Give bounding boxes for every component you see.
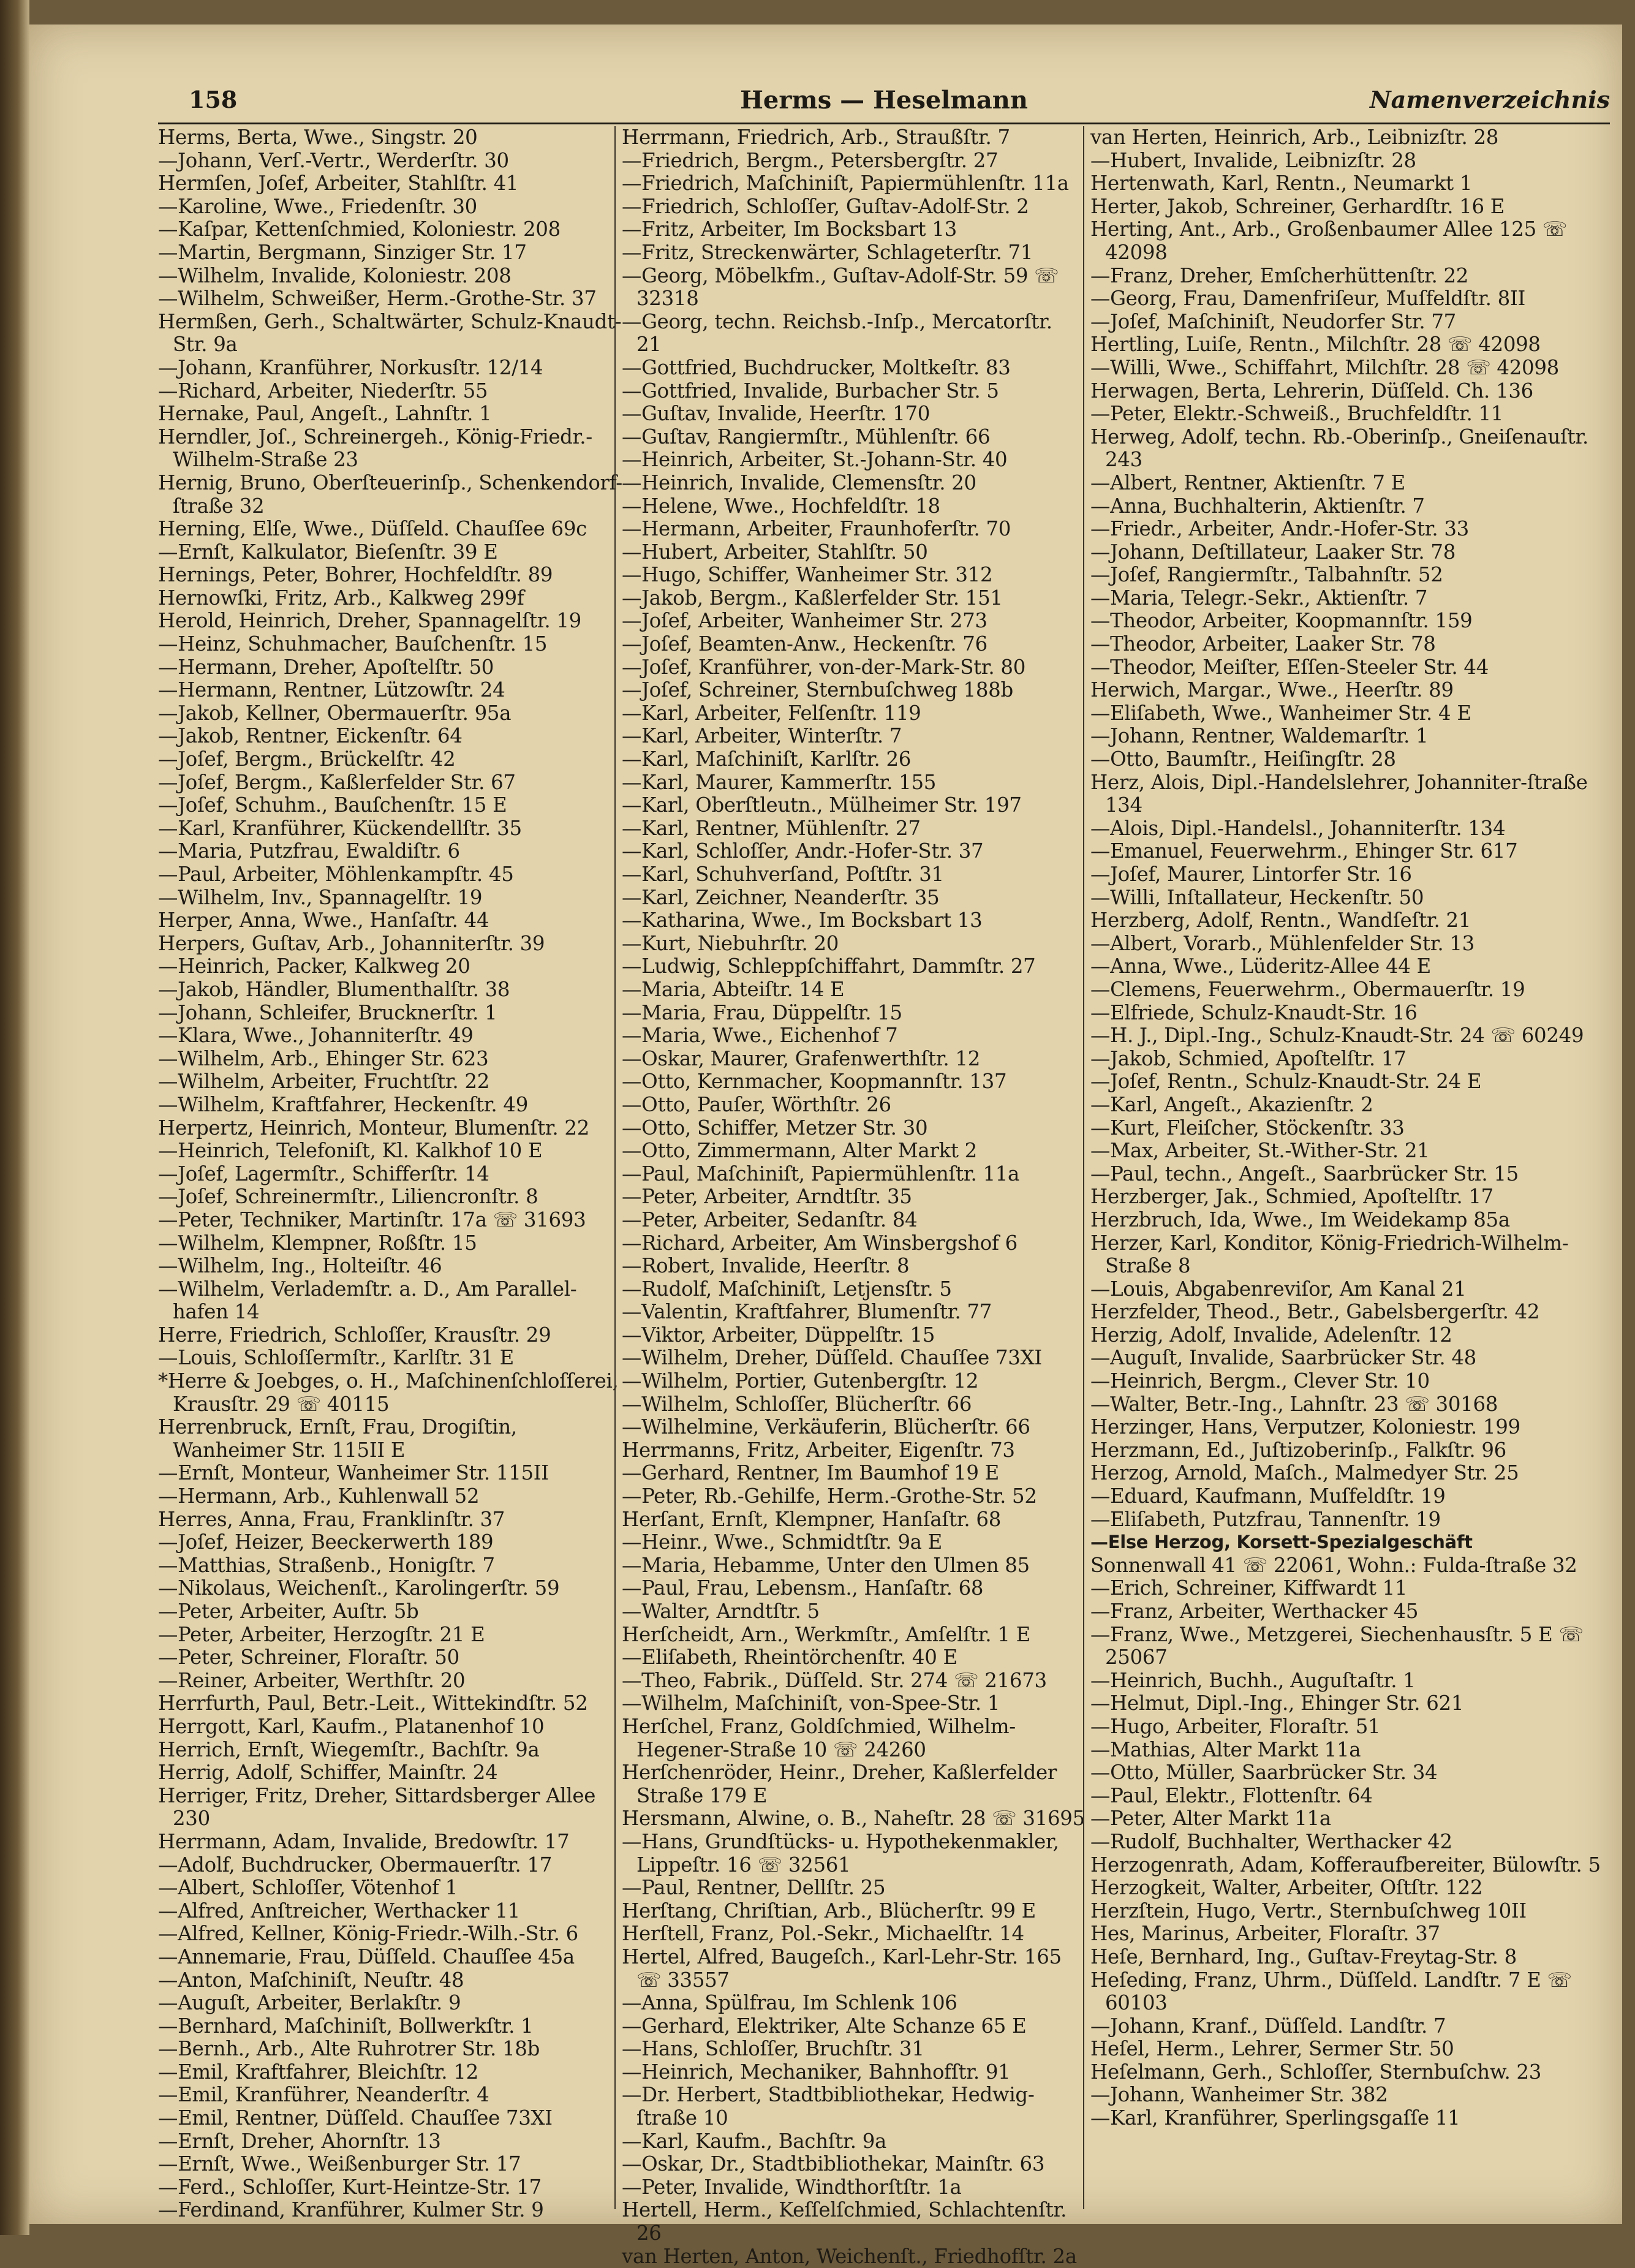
directory-entry: Hes, Marinus, Arbeiter, Floraſtr. 37: [1090, 1922, 1440, 1946]
directory-entry: —Maria, Abteiſtr. 14 E: [622, 977, 845, 1001]
directory-entry: —Maria, Hebamme, Unter den Ulmen 85: [622, 1553, 1030, 1577]
directory-entry: Herzbruch, Ida, Wwe., Im Weidekamp 85a: [1090, 1208, 1510, 1231]
directory-entry: —Johann, Kranführer, Norkusſtr. 12/14: [158, 355, 543, 379]
directory-entry: —Fritz, Arbeiter, Im Bocksbart 13: [622, 217, 957, 241]
directory-entry: —Wilhelmine, Verkäuferin, Blücherſtr. 66: [622, 1415, 1030, 1439]
directory-entry: Hersmann, Alwine, o. B., Naheſtr. 28 ☏ 31695: [622, 1807, 1085, 1831]
directory-entry: —Otto, Zimmermann, Alter Markt 2: [622, 1139, 977, 1163]
directory-entry: —Heinr., Wwe., Schmidtſtr. 9a E: [622, 1530, 943, 1554]
directory-entry: —Louis, Schloſſermſtr., Karlſtr. 31 E: [158, 1346, 514, 1370]
directory-entry: —Martin, Bergmann, Sinziger Str. 17: [158, 240, 527, 264]
directory-entry: —Peter, Arbeiter, Herzogſtr. 21 E: [158, 1622, 485, 1646]
directory-entry: —Joſef, Rangiermſtr., Talbahnſtr. 52: [1090, 563, 1443, 587]
directory-entry: Hernake, Paul, Angeſt., Lahnſtr. 1: [158, 402, 492, 426]
directory-entry: —Gerhard, Elektriker, Alte Schanze 65 E: [622, 2014, 1027, 2038]
directory-entry: —Ferd., Schloſſer, Kurt-Heintze-Str. 17: [158, 2175, 542, 2199]
directory-entry: —Anna, Wwe., Lüderitz-Allee 44 E: [1090, 954, 1431, 978]
directory-entry: —Joſef, Rentn., Schulz-Knaudt-Str. 24 E: [1090, 1070, 1482, 1094]
directory-entry: —Wilhelm, Inv., Spannagelſtr. 19: [158, 885, 483, 909]
directory-entry: Herſcheidt, Arn., Werkmſtr., Amſelſtr. 1 E: [622, 1622, 1030, 1646]
directory-entry: —Robert, Invalide, Heerſtr. 8: [622, 1254, 910, 1278]
directory-entry: Herrgott, Karl, Kaufm., Platanenhof 10: [158, 1714, 545, 1738]
page-title: Herms — Heselmann: [740, 86, 1028, 115]
directory-entry: —Otto, Kernmacher, Koopmannſtr. 137: [622, 1070, 1007, 1094]
column-1: [158, 126, 624, 2222]
directory-entry: Herzinger, Hans, Verputzer, Koloniestr. 199: [1090, 1415, 1520, 1439]
directory-entry: —Franz, Wwe., Metzgerei, Siechenhausſtr. 5 E ☏ 25067: [1090, 1622, 1584, 1669]
directory-entry: Herres, Anna, Frau, Franklinſtr. 37: [158, 1507, 505, 1531]
directory-entry: —Gerhard, Rentner, Im Baumhof 19 E: [622, 1461, 999, 1485]
directory-entry: —Klara, Wwe., Johanniterſtr. 49: [158, 1024, 474, 1048]
directory-entry: —Theodor, Meiſter, Eſſen-Steeler Str. 44: [1090, 655, 1489, 679]
directory-entry: —Hans, Schloſſer, Bruchſtr. 31: [622, 2037, 924, 2061]
directory-entry: —Wilhelm, Arbeiter, Fruchtſtr. 22: [158, 1070, 490, 1094]
directory-entry: —Ludwig, Schleppſchiffahrt, Dammſtr. 27: [622, 954, 1036, 978]
directory-entry: —Peter, Arbeiter, Sedanſtr. 84: [622, 1208, 918, 1231]
directory-entry: —Karoline, Wwe., Friedenſtr. 30: [158, 194, 477, 218]
directory-entry: —Kurt, Fleiſcher, Stöckenſtr. 33: [1090, 1116, 1405, 1140]
directory-entry: Herter, Jakob, Schreiner, Gerhardſtr. 16 E: [1090, 194, 1505, 218]
directory-entry: —Heinrich, Bergm., Clever Str. 10: [1090, 1369, 1430, 1393]
directory-entry: —Karl, Maſchiniſt, Karlſtr. 26: [622, 747, 912, 771]
directory-entry: Heſeding, Franz, Uhrm., Düſſeld. Landſtr. 7 E ☏ 60103: [1090, 1968, 1572, 2015]
directory-entry: *Herre & Joebges, o. H., Maſchinenſchloſſerei, Krausſtr. 29 ☏ 40115: [158, 1369, 619, 1416]
directory-entry: —Richard, Arbeiter, Niederſtr. 55: [158, 379, 488, 403]
directory-entry: Herriger, Fritz, Dreher, Sittardsberger Allee 230: [158, 1783, 596, 1831]
directory-entry: —Joſef, Schreiner, Sternbuſchweg 188b: [622, 678, 1013, 702]
directory-entry: —Hugo, Arbeiter, Floraſtr. 51: [1090, 1714, 1381, 1738]
directory-entry: —Otto, Schiffer, Metzer Str. 30: [622, 1116, 928, 1140]
directory-entry: —Anton, Maſchiniſt, Neuſtr. 48: [158, 1968, 464, 1992]
directory-entry: —Jakob, Schmied, Apoſtelſtr. 17: [1090, 1046, 1407, 1070]
directory-entry: —Paul, Frau, Lebensm., Hanſaſtr. 68: [622, 1576, 984, 1600]
directory-entry: —Heinrich, Telefoniſt, Kl. Kalkhof 10 E: [158, 1139, 543, 1163]
directory-entry: —Hermann, Arbeiter, Fraunhoferſtr. 70: [622, 517, 1011, 541]
directory-entry: —Joſef, Schreinermſtr., Liliencronſtr. 8: [158, 1185, 538, 1209]
directory-entry: Herzberger, Jak., Schmied, Apoſtelſtr. 17: [1090, 1185, 1493, 1209]
directory-entry: Herndler, Joſ., Schreinergeh., König-Friedr.-Wilhelm-Straße 23: [158, 425, 592, 472]
directory-entry: —Walter, Arndtſtr. 5: [622, 1600, 820, 1623]
directory-entry: Herzmann, Ed., Juſtizoberinſp., Falkſtr. 96: [1090, 1438, 1506, 1462]
directory-entry: Herzer, Karl, Konditor, König-Friedrich-Wilhelm-Straße 8: [1090, 1231, 1569, 1278]
directory-entry: —Kaſpar, Kettenſchmied, Koloniestr. 208: [158, 217, 561, 241]
directory-entry: —Annemarie, Frau, Düſſeld. Chauſſee 45a: [158, 1945, 575, 1968]
directory-entry: —Ernſt, Monteur, Wanheimer Str. 115II: [158, 1461, 549, 1485]
directory-entry: —Karl, Oberſtleutn., Mülheimer Str. 197: [622, 793, 1022, 817]
directory-entry: —Peter, Elektr.-Schweiß., Bruchfeldſtr. 11: [1090, 402, 1504, 426]
directory-entry: —Bernh., Arb., Alte Ruhrotrer Str. 18b: [158, 2037, 540, 2061]
directory-entry: —Franz, Dreher, Emſcherhüttenſtr. 22: [1090, 263, 1469, 287]
directory-entry: —Helene, Wwe., Hochfeldſtr. 18: [622, 494, 940, 518]
directory-entry: Herrich, Ernſt, Wiegemſtr., Bachſtr. 9a: [158, 1737, 540, 1761]
directory-entry: —Hubert, Invalide, Leibnizſtr. 28: [1090, 148, 1416, 172]
directory-entry: —Peter, Schreiner, Floraſtr. 50: [158, 1646, 459, 1669]
directory-entry: —Wilhelm, Maſchiniſt, von-Spee-Str. 1: [622, 1692, 1000, 1715]
directory-entry: Hertenwath, Karl, Rentn., Neumarkt 1: [1090, 172, 1473, 195]
directory-entry: —Joſef, Heizer, Beeckerwerth 189: [158, 1530, 494, 1554]
directory-entry: —Katharina, Wwe., Im Bocksbart 13: [622, 909, 983, 932]
book-gutter: [0, 0, 29, 2235]
directory-entry: Herz, Alois, Dipl.-Handelslehrer, Johanniter-ſtraße 134: [1090, 770, 1588, 817]
directory-entry: —Peter, Alter Markt 11a: [1090, 1807, 1331, 1831]
directory-entry: —Friedrich, Maſchiniſt, Papiermühlenſtr. 11a: [622, 172, 1069, 195]
directory-entry: —Joſef, Lagermſtr., Schifferſtr. 14: [158, 1162, 489, 1185]
directory-entry: —Ernſt, Wwe., Weißenburger Str. 17: [158, 2152, 521, 2176]
directory-entry: —Wilhelm, Portier, Gutenbergſtr. 12: [622, 1369, 979, 1393]
directory-entry: —Emil, Kraftfahrer, Bleichſtr. 12: [158, 2060, 478, 2084]
directory-entry: Herper, Anna, Wwe., Hanſaſtr. 44: [158, 909, 489, 932]
directory-entry: —Joſef, Beamten-Anw., Heckenſtr. 76: [622, 632, 987, 656]
directory-entry: —Oskar, Dr., Stadtbibliothekar, Mainſtr. 63: [622, 2152, 1045, 2176]
directory-entry: —Maria, Telegr.-Sekr., Aktienſtr. 7: [1090, 586, 1428, 610]
directory-entry: —Paul, techn., Angeſt., Saarbrücker Str. 15: [1090, 1162, 1519, 1185]
section-title: Namenverzeichnis: [1369, 86, 1610, 113]
directory-entry: —Albert, Schloſſer, Vötenhof 1: [158, 1876, 458, 1900]
directory-entry: —Viktor, Arbeiter, Düppelſtr. 15: [622, 1323, 935, 1347]
directory-entry: —Peter, Arbeiter, Arndtſtr. 35: [622, 1185, 912, 1209]
directory-entry: —Louis, Abgabenreviſor, Am Kanal 21: [1090, 1277, 1467, 1301]
directory-entry: Herwagen, Berta, Lehrerin, Düſſeld. Ch. 136: [1090, 379, 1533, 403]
directory-entry: Herpers, Guſtav, Arb., Johanniterſtr. 39: [158, 931, 545, 955]
directory-entry: —Matthias, Straßenb., Honigſtr. 7: [158, 1553, 495, 1577]
directory-entry: Hernings, Peter, Bohrer, Hochfeldſtr. 89: [158, 563, 553, 587]
directory-entry: —Otto, Müller, Saarbrücker Str. 34: [1090, 1761, 1438, 1785]
directory-entry: —Heinrich, Mechaniker, Bahnhofſtr. 91: [622, 2060, 1011, 2084]
directory-entry: —Johann, Rentner, Waldemarſtr. 1: [1090, 724, 1429, 748]
directory-entry: —Georg, techn. Reichsb.-Inſp., Mercatorſtr. 21: [622, 309, 1052, 357]
directory-entry: —Gottfried, Buchdrucker, Moltkeſtr. 83: [622, 355, 1011, 379]
directory-entry: —Adolf, Buchdrucker, Obermauerſtr. 17: [158, 1853, 553, 1877]
directory-entry: Heſe, Bernhard, Ing., Guſtav-Freytag-Str. 8: [1090, 1945, 1517, 1968]
directory-entry: Herrig, Adolf, Schiffer, Mainſtr. 24: [158, 1761, 498, 1785]
directory-entry: Herrmanns, Fritz, Arbeiter, Eigenſtr. 73: [622, 1438, 1015, 1462]
directory-entry: —Wilhelm, Verlademſtr. a. D., Am Parallel-hafen 14: [158, 1277, 577, 1324]
directory-entry: —Eduard, Kaufmann, Muſfeldſtr. 19: [1090, 1484, 1446, 1508]
directory-entry: —Heinz, Schuhmacher, Bauſchenſtr. 15: [158, 632, 548, 656]
directory-entry: —Karl, Kranführer, Sperlingsgaſſe 11: [1090, 2106, 1460, 2130]
directory-entry: Hertel, Alfred, Baugeſch., Karl-Lehr-Str. 165 ☏ 33557: [622, 1945, 1062, 1992]
directory-entry: —Paul, Elektr., Flottenſtr. 64: [1090, 1783, 1373, 1807]
directory-entry: van Herten, Heinrich, Arb., Leibnizſtr. 28: [1090, 126, 1499, 149]
directory-entry: —Otto, Baumſtr., Heiſingſtr. 28: [1090, 747, 1396, 771]
directory-entry: Herzogenrath, Adam, Kofferaufbereiter, Bülowſtr. 5: [1090, 1853, 1601, 1877]
directory-entry: —Karl, Arbeiter, Felſenſtr. 119: [622, 701, 921, 725]
directory-entry: Hernig, Bruno, Oberſteuerinſp., Schenkendorf-ſtraße 32: [158, 471, 622, 518]
directory-entry: —Karl, Arbeiter, Winterſtr. 7: [622, 724, 902, 748]
directory-entry: Heſel, Herm., Lehrer, Sermer Str. 50: [1090, 2037, 1454, 2061]
directory-entry: Hermßen, Gerh., Schaltwärter, Schulz-Knaudt-Str. 9a: [158, 309, 622, 357]
directory-entry: —Anna, Buchhalterin, Aktienſtr. 7: [1090, 494, 1425, 518]
directory-entry: Herzſtein, Hugo, Vertr., Sternbuſchweg 10II: [1090, 1899, 1527, 1922]
directory-entry: —Alfred, Anſtreicher, Werthacker 11: [158, 1899, 520, 1922]
directory-entry: —Otto, Pauſer, Wörthſtr. 26: [622, 1092, 891, 1116]
directory-entry: —Joſef, Bergm., Kaßlerfelder Str. 67: [158, 770, 516, 794]
directory-entry: —Auguſt, Arbeiter, Berlakſtr. 9: [158, 1991, 461, 2015]
directory-entry: —Valentin, Kraftfahrer, Blumenſtr. 77: [622, 1300, 992, 1324]
directory-entry: Herwich, Margar., Wwe., Heerſtr. 89: [1090, 678, 1454, 702]
directory-entry: —Karl, Kaufm., Bachſtr. 9a: [622, 2129, 887, 2153]
directory-entry: Sonnenwall 41 ☏ 22061, Wohn.: Fulda-ſtraße 32: [1090, 1553, 1577, 1577]
directory-entry: —Heinrich, Invalide, Clemensſtr. 20: [622, 471, 976, 494]
directory-entry: Herting, Ant., Arb., Großenbaumer Allee 125 ☏ 42098: [1090, 217, 1568, 264]
directory-entry: —Theo, Fabrik., Düſſeld. Str. 274 ☏ 21673: [622, 1668, 1047, 1692]
directory-entry: —Richard, Arbeiter, Am Winsbergshof 6: [622, 1231, 1018, 1255]
directory-entry: —Else Herzog, Korsett-Spezialgeschäft: [1090, 1532, 1473, 1553]
directory-entry: —Peter, Rb.-Gehilfe, Herm.-Grothe-Str. 52: [622, 1484, 1037, 1508]
directory-entry: —Kurt, Niebuhrſtr. 20: [622, 931, 839, 955]
directory-entry: —Reiner, Arbeiter, Werthſtr. 20: [158, 1668, 466, 1692]
directory-entry: —Hermann, Arb., Kuhlenwall 52: [158, 1484, 480, 1508]
directory-entry: —Joſef, Maurer, Lintorfer Str. 16: [1090, 863, 1412, 886]
directory-entry: —Emil, Kranführer, Neanderſtr. 4: [158, 2083, 489, 2107]
directory-entry: —Joſef, Maſchiniſt, Neudorfer Str. 77: [1090, 309, 1456, 333]
directory-entry: Herzfelder, Theod., Betr., Gabelsbergerſtr. 42: [1090, 1300, 1540, 1324]
directory-entry: Herzberg, Adolf, Rentn., Wandſeſtr. 21: [1090, 909, 1471, 932]
directory-entry: —Ferdinand, Kranführer, Kulmer Str. 9: [158, 2198, 544, 2222]
directory-entry: —Hubert, Arbeiter, Stahlſtr. 50: [622, 540, 928, 564]
directory-entry: —Wilhelm, Kraftfahrer, Heckenſtr. 49: [158, 1092, 529, 1116]
directory-entry: —Guſtav, Invalide, Heerſtr. 170: [622, 402, 931, 426]
directory-entry: —Willi, Wwe., Schiffahrt, Milchſtr. 28 ☏ 42098: [1090, 355, 1559, 379]
directory-entry: —Karl, Zeichner, Neanderſtr. 35: [622, 885, 940, 909]
directory-entry: Hertling, Luiſe, Rentn., Milchſtr. 28 ☏ 42098: [1090, 333, 1541, 357]
directory-entry: Herold, Heinrich, Dreher, Spannagelſtr. 19: [158, 609, 581, 633]
directory-entry: Herſtell, Franz, Pol.-Sekr., Michaelſtr. 14: [622, 1922, 1024, 1946]
directory-entry: —Erich, Schreiner, Kiffwardt 11: [1090, 1576, 1408, 1600]
directory-entry: —Ernſt, Dreher, Ahornſtr. 13: [158, 2129, 441, 2153]
directory-entry: —Wilhelm, Ing., Holteiſtr. 46: [158, 1254, 442, 1278]
directory-entry: —Oskar, Maurer, Grafenwerthſtr. 12: [622, 1046, 981, 1070]
directory-entry: —Peter, Techniker, Martinſtr. 17a ☏ 31693: [158, 1208, 586, 1231]
directory-entry: —Paul, Rentner, Dellſtr. 25: [622, 1876, 886, 1900]
directory-entry: Herrfurth, Paul, Betr.-Leit., Wittekindſtr. 52: [158, 1692, 588, 1715]
directory-entry: Herrenbruck, Ernſt, Frau, Drogiſtin, Wanheimer Str. 115II E: [158, 1415, 517, 1462]
directory-entry: —Friedr., Arbeiter, Andr.-Hofer-Str. 33: [1090, 517, 1469, 541]
directory-entry: —Elfriede, Schulz-Knaudt-Str. 16: [1090, 1000, 1418, 1024]
directory-entry: —Alois, Dipl.-Handelsl., Johanniterſtr. 134: [1090, 816, 1506, 840]
page-number: 158: [189, 86, 238, 113]
directory-entry: —Alfred, Kellner, König-Friedr.-Wilh.-Str. 6: [158, 1922, 578, 1946]
directory-entry: —Paul, Maſchiniſt, Papiermühlenſtr. 11a: [622, 1162, 1020, 1185]
directory-entry: —Friedrich, Schloſſer, Guſtav-Adolf-Str. 2: [622, 194, 1029, 218]
directory-entry: —Wilhelm, Dreher, Düſſeld. Chauſſee 73XI: [622, 1346, 1042, 1370]
directory-entry: —Wilhelm, Invalide, Koloniestr. 208: [158, 263, 512, 287]
directory-entry: —Gottfried, Invalide, Burbacher Str. 5: [622, 379, 999, 403]
directory-entry: —Joſef, Kranführer, von-der-Mark-Str. 80: [622, 655, 1026, 679]
directory-entry: Herzogkeit, Walter, Arbeiter, Oſtſtr. 122: [1090, 1876, 1483, 1900]
directory-entry: Hertell, Herm., Keſſelſchmied, Schlachtenſtr. 26: [622, 2198, 1067, 2245]
directory-entry: —Albert, Rentner, Aktienſtr. 7 E: [1090, 471, 1406, 494]
directory-entry: —Jakob, Kellner, Obermauerſtr. 95a: [158, 701, 512, 725]
directory-entry: —Georg, Möbelkfm., Guſtav-Adolf-Str. 59 ☏ 32318: [622, 263, 1059, 311]
directory-entry: —Walter, Betr.-Ing., Lahnſtr. 23 ☏ 30168: [1090, 1392, 1498, 1416]
directory-entry: —Auguſt, Invalide, Saarbrücker Str. 48: [1090, 1346, 1476, 1370]
directory-entry: Herſant, Ernſt, Klempner, Hanſaſtr. 68: [622, 1507, 1002, 1531]
directory-entry: —Wilhelm, Arb., Ehinger Str. 623: [158, 1046, 489, 1070]
page-header: [158, 86, 1610, 124]
directory-entry: —Friedrich, Bergm., Petersbergſtr. 27: [622, 148, 999, 172]
directory-entry: —Anna, Spülfrau, Im Schlenk 106: [622, 1991, 957, 2015]
directory-entry: —Heinrich, Buchh., Auguſtaſtr. 1: [1090, 1668, 1416, 1692]
directory-entry: —Maria, Frau, Düppelſtr. 15: [622, 1000, 902, 1024]
directory-entry: Herre, Friedrich, Schloſſer, Krausſtr. 29: [158, 1323, 551, 1347]
directory-entry: —Nikolaus, Weichenſt., Karolingerſtr. 59: [158, 1576, 560, 1600]
directory-entry: —Hermann, Dreher, Apoſtelſtr. 50: [158, 655, 494, 679]
directory-entry: —Heinrich, Arbeiter, St.-Johann-Str. 40: [622, 448, 1008, 472]
directory-entry: —Eliſabeth, Putzfrau, Tannenſtr. 19: [1090, 1507, 1441, 1531]
directory-entry: —Jakob, Händler, Blumenthalſtr. 38: [158, 977, 510, 1001]
directory-entry: —Clemens, Feuerwehrm., Obermauerſtr. 19: [1090, 977, 1525, 1001]
directory-entry: —Willi, Inſtallateur, Heckenſtr. 50: [1090, 885, 1424, 909]
directory-entry: Herms, Berta, Wwe., Singstr. 20: [158, 126, 478, 149]
directory-entry: —Wilhelm, Schweißer, Herm.-Grothe-Str. 37: [158, 287, 597, 311]
directory-entry: Hernowſki, Fritz, Arb., Kalkweg 299f: [158, 586, 524, 610]
directory-entry: —Jakob, Rentner, Eickenſtr. 64: [158, 724, 463, 748]
directory-entry: Herzog, Arnold, Maſch., Malmedyer Str. 25: [1090, 1461, 1519, 1485]
directory-entry: —Karl, Schloſſer, Andr.-Hofer-Str. 37: [622, 839, 984, 863]
directory-entry: Herſchenröder, Heinr., Dreher, Kaßlerfelder Straße 179 E: [622, 1761, 1057, 1807]
directory-entry: Herning, Elſe, Wwe., Düſſeld. Chauſſee 69c: [158, 517, 587, 541]
directory-entry: —Karl, Schuhverſand, Poſtſtr. 31: [622, 863, 944, 886]
directory-entry: Herzig, Adolf, Invalide, Adelenſtr. 12: [1090, 1323, 1452, 1347]
directory-entry: —Eliſabeth, Rheintörchenſtr. 40 E: [622, 1646, 957, 1669]
directory-entry: Herſchel, Franz, Goldſchmied, Wilhelm-Hegener-Straße 10 ☏ 24260: [622, 1714, 1016, 1761]
directory-entry: —Maria, Putzfrau, Ewaldiſtr. 6: [158, 839, 460, 863]
directory-entry: —Theodor, Arbeiter, Laaker Str. 78: [1090, 632, 1436, 656]
directory-entry: —H. J., Dipl.-Ing., Schulz-Knaudt-Str. 24 ☏ 60249: [1090, 1024, 1584, 1048]
directory-entry: —Dr. Herbert, Stadtbibliothekar, Hedwig-ſtraße 10: [622, 2083, 1035, 2130]
directory-entry: —Helmut, Dipl.-Ing., Ehinger Str. 621: [1090, 1692, 1464, 1715]
directory-entry: —Peter, Invalide, Windthorſtſtr. 1a: [622, 2175, 962, 2199]
directory-entry: —Rudolf, Buchhalter, Werthacker 42: [1090, 1829, 1452, 1853]
directory-entry: —Karl, Angeſt., Akazienſtr. 2: [1090, 1092, 1373, 1116]
directory-entry: Herweg, Adolf, techn. Rb.-Oberinſp., Gneiſenauſtr. 243: [1090, 425, 1588, 472]
directory-entry: —Johann, Deſtillateur, Laaker Str. 78: [1090, 540, 1456, 564]
directory-entry: —Theodor, Arbeiter, Koopmannſtr. 159: [1090, 609, 1473, 633]
directory-entry: Herrmann, Friedrich, Arb., Straußſtr. 7: [622, 126, 1010, 149]
directory-entry: —Joſef, Bergm., Brückelſtr. 42: [158, 747, 456, 771]
directory-entry: —Karl, Maurer, Kammerſtr. 155: [622, 770, 937, 794]
directory-entry: —Hans, Grundſtücks- u. Hypothekenmakler, Lippeſtr. 16 ☏ 32561: [622, 1829, 1059, 1877]
directory-entry: —Peter, Arbeiter, Auſtr. 5b: [158, 1600, 419, 1623]
directory-entry: —Georg, Frau, Damenfriſeur, Muſfeldſtr. 8II: [1090, 287, 1525, 311]
directory-entry: Hermſen, Joſef, Arbeiter, Stahlſtr. 41: [158, 172, 519, 195]
directory-entry: —Jakob, Bergm., Kaßlerfelder Str. 151: [622, 586, 1003, 610]
directory-entry: —Mathias, Alter Markt 11a: [1090, 1737, 1361, 1761]
directory-entry: —Johann, Kranf., Düſſeld. Landſtr. 7: [1090, 2014, 1446, 2038]
directory-entry: Herrmann, Adam, Invalide, Bredowſtr. 17: [158, 1829, 570, 1853]
directory-entry: —Emanuel, Feuerwehrm., Ehinger Str. 617: [1090, 839, 1518, 863]
directory-entry: —Maria, Wwe., Eichenhof 7: [622, 1024, 898, 1048]
directory-entry: —Hugo, Schiffer, Wanheimer Str. 312: [622, 563, 993, 587]
directory-entry: —Eliſabeth, Wwe., Wanheimer Str. 4 E: [1090, 701, 1471, 725]
column-2: [614, 126, 1085, 2268]
directory-entry: —Johann, Wanheimer Str. 382: [1090, 2083, 1388, 2107]
directory-entry: —Guſtav, Rangiermſtr., Mühlenſtr. 66: [622, 425, 991, 448]
directory-entry: —Johann, Schleifer, Brucknerſtr. 1: [158, 1000, 497, 1024]
directory-entry: —Max, Arbeiter, St.-Wither-Str. 21: [1090, 1139, 1430, 1163]
directory-entry: —Joſef, Schuhm., Bauſchenſtr. 15 E: [158, 793, 507, 817]
directory-entry: —Johann, Verſ.-Vertr., Werderſtr. 30: [158, 148, 509, 172]
directory-entry: Herpertz, Heinrich, Monteur, Blumenſtr. 22: [158, 1116, 590, 1140]
directory-entry: —Wilhelm, Klempner, Roßſtr. 15: [158, 1231, 477, 1255]
directory-entry: —Fritz, Streckenwärter, Schlageterſtr. 71: [622, 240, 1033, 264]
directory-entry: —Joſef, Arbeiter, Wanheimer Str. 273: [622, 609, 987, 633]
directory-entry: —Ernſt, Kalkulator, Bieſenſtr. 39 E: [158, 540, 498, 564]
directory-entry: —Emil, Rentner, Düſſeld. Chauſſee 73XI: [158, 2106, 553, 2130]
directory-entry: —Karl, Rentner, Mühlenſtr. 27: [622, 816, 921, 840]
directory-entry: —Wilhelm, Schloſſer, Blücherſtr. 66: [622, 1392, 972, 1416]
directory-entry: —Paul, Arbeiter, Möhlenkampſtr. 45: [158, 863, 514, 886]
directory-entry: —Karl, Kranführer, Kückendellſtr. 35: [158, 816, 522, 840]
column-3: [1083, 126, 1611, 2209]
directory-entry: —Bernhard, Maſchiniſt, Bollwerkſtr. 1: [158, 2014, 534, 2038]
directory-entry: —Franz, Arbeiter, Werthacker 45: [1090, 1600, 1419, 1623]
directory-entry: —Rudolf, Maſchiniſt, Letjensſtr. 5: [622, 1277, 952, 1301]
directory-entry: Heſelmann, Gerh., Schloſſer, Sternbuſchw. 23: [1090, 2060, 1542, 2084]
directory-entry: —Albert, Vorarb., Mühlenfelder Str. 13: [1090, 931, 1475, 955]
directory-entry: Herſtang, Chriſtian, Arb., Blücherſtr. 99 E: [622, 1899, 1036, 1922]
directory-entry: van Herten, Anton, Weichenſt., Friedhofſtr. 2a: [622, 2244, 1077, 2268]
directory-entry: —Heinrich, Packer, Kalkweg 20: [158, 954, 470, 978]
directory-entry: —Hermann, Rentner, Lützowſtr. 24: [158, 678, 505, 702]
